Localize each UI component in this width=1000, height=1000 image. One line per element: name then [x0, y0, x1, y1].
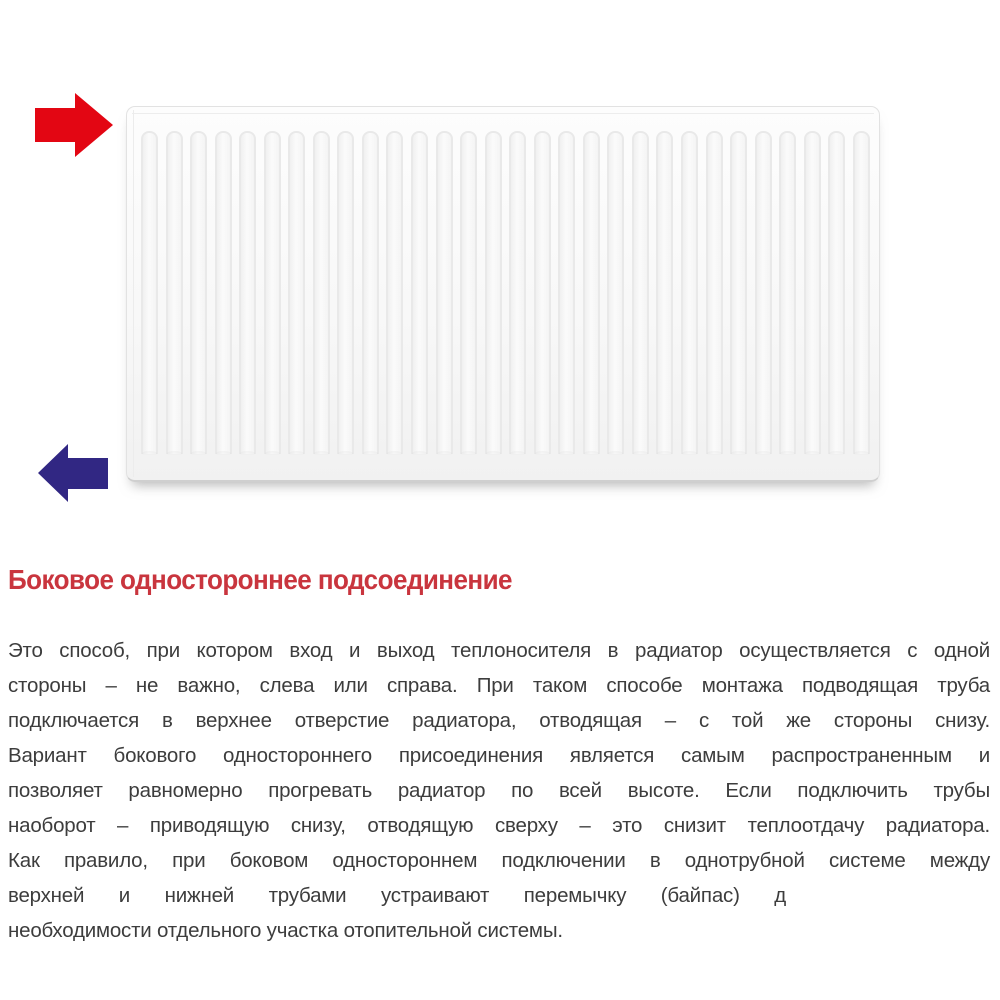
- radiator-fin: [534, 131, 551, 454]
- inlet-arrow-icon: [35, 93, 113, 157]
- radiator-fin: [460, 131, 477, 454]
- radiator-fin: [706, 131, 723, 454]
- paragraph-line: Вариант бокового одностороннего присоединения является самым распространенным и: [8, 744, 990, 767]
- paragraph-line: наоборот – приводящую снизу, отводящую сверху – это снизит теплоотдачу радиатора.: [8, 814, 990, 837]
- radiator-fin: [828, 131, 845, 454]
- radiator-fin: [337, 131, 354, 454]
- radiator-fin: [215, 131, 232, 454]
- outlet-arrow-head: [38, 444, 68, 502]
- inlet-arrow-head: [75, 93, 113, 157]
- radiator-fin: [853, 131, 870, 454]
- paragraph-line: позволяет равномерно прогревать радиатор по всей высоте. Если подключить трубы: [8, 779, 990, 802]
- paragraph-line: подключается в верхнее отверстие радиатора, отводящая – с той же стороны снизу.: [8, 709, 990, 732]
- paragraph-line: Это способ, при котором вход и выход теплоносителя в радиатор осуществляется с одной: [8, 639, 990, 662]
- outlet-arrow-shaft: [67, 458, 108, 489]
- radiator-fin: [239, 131, 256, 454]
- radiator-fin: [656, 131, 673, 454]
- radiator-fin: [166, 131, 183, 454]
- radiator-fin: [607, 131, 624, 454]
- radiator-fin: [386, 131, 403, 454]
- radiator-fin: [190, 131, 207, 454]
- radiator-fin: [755, 131, 772, 454]
- paragraph-line: необходимости отдельного участка отопительной системы.: [8, 919, 563, 942]
- paragraph-line: верхней и нижней трубами устраивают перемычку (байпас) д: [8, 884, 786, 907]
- radiator-fin: [313, 131, 330, 454]
- radiator-fin: [632, 131, 649, 454]
- radiator-panel: [126, 106, 880, 482]
- radiator-fin: [411, 131, 428, 454]
- radiator-fin: [583, 131, 600, 454]
- radiator-fin: [681, 131, 698, 454]
- radiator-fin: [804, 131, 821, 454]
- radiator-fin: [436, 131, 453, 454]
- outlet-arrow-icon: [38, 444, 108, 502]
- radiator-fin: [264, 131, 281, 454]
- inlet-arrow-shaft: [35, 108, 77, 142]
- description-paragraph: [8, 633, 990, 948]
- radiator-fin: [509, 131, 526, 454]
- radiator-fin: [362, 131, 379, 454]
- radiator-fin: [730, 131, 747, 454]
- radiator-fins: [141, 131, 870, 454]
- radiator-fin: [141, 131, 158, 454]
- radiator-fin: [288, 131, 305, 454]
- section-heading: Боковое одностороннее подсоединение: [8, 564, 512, 595]
- paragraph-line: стороны – не важно, слева или справа. При таком способе монтажа подводящая труба: [8, 674, 990, 697]
- paragraph-line: Как правило, при боковом одностороннем подключении в однотрубной системе между: [8, 849, 990, 872]
- radiator-fin: [485, 131, 502, 454]
- radiator-fin: [558, 131, 575, 454]
- radiator-fin: [779, 131, 796, 454]
